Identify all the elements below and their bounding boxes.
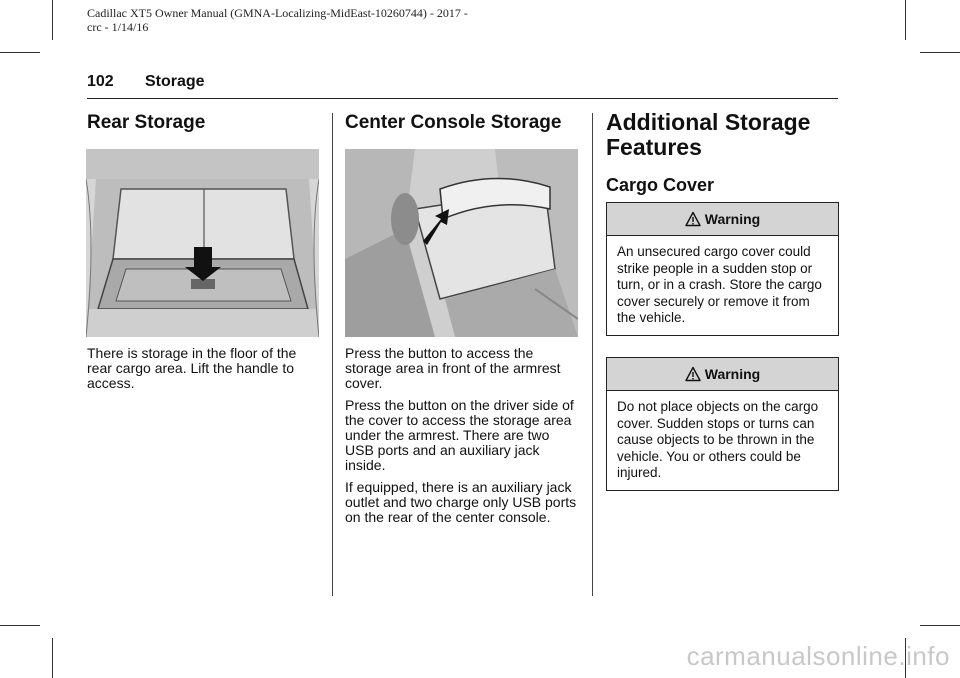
warning-header [607, 358, 838, 391]
rear-storage-figure [86, 149, 319, 337]
column-divider [332, 113, 333, 596]
document-header-line1: Cadillac XT5 Owner Manual (GMNA-Localizing-MidEast-10260744) - 2017 - [87, 6, 468, 20]
rear-cargo-illustration [86, 149, 319, 337]
center-console-heading: Center Console Storage [345, 112, 562, 133]
rear-storage-column [87, 112, 321, 134]
running-head [87, 73, 838, 91]
section-title: Storage [145, 73, 205, 90]
crop-mark [52, 0, 53, 40]
warning-text: An unsecured cargo cover could strike people in a sudden stop or turn, or in a crash. Store the cargo cover securely or remove it from the vehicle. [617, 244, 822, 325]
crop-mark [920, 52, 960, 53]
crop-mark [920, 625, 960, 626]
header-rule [87, 98, 838, 99]
center-console-column [345, 112, 581, 134]
page-number: 102 [87, 73, 114, 90]
heading-line: Features [606, 134, 702, 160]
additional-storage-heading [606, 110, 838, 160]
center-console-body [345, 346, 581, 532]
warning-text: Do not place objects on the cargo cover. Sudden stops or turns can cause objects to be thrown in the vehicle. You or others could be injured. [617, 399, 819, 480]
warning-icon [685, 211, 701, 227]
warning-box [606, 202, 839, 336]
center-console-illustration [345, 149, 578, 337]
paragraph: There is storage in the floor of the rear cargo area. Lift the handle to access. [87, 345, 297, 391]
rear-storage-body [87, 346, 321, 398]
paragraph: If equipped, there is an auxiliary jack outlet and two charge only USB ports on the rear of the center console. [345, 479, 577, 525]
warning-title: Warning [704, 366, 761, 382]
crop-mark [0, 52, 40, 53]
crop-mark [905, 0, 906, 40]
heading-line: Additional Storage [606, 109, 811, 135]
rear-storage-heading: Rear Storage [87, 112, 206, 133]
crop-mark [52, 638, 53, 678]
paragraph: Press the button to access the storage area in front of the armrest cover. [345, 345, 561, 391]
crop-mark [0, 625, 40, 626]
warning-box [606, 357, 839, 491]
document-header [87, 6, 468, 34]
document-header-line2: crc - 1/14/16 [87, 20, 149, 34]
paragraph: Press the button on the driver side of the cover to access the storage area under the armrest. There are two USB ports and an auxiliary jack inside. [345, 397, 574, 473]
warning-header [607, 203, 838, 236]
center-console-figure [345, 149, 578, 337]
warning-title: Warning [704, 211, 761, 227]
additional-storage-column [606, 110, 838, 195]
cargo-cover-heading: Cargo Cover [606, 175, 715, 195]
watermark: carmanualsonline.info [686, 641, 950, 671]
warning-icon [685, 366, 701, 382]
column-divider [592, 113, 593, 596]
